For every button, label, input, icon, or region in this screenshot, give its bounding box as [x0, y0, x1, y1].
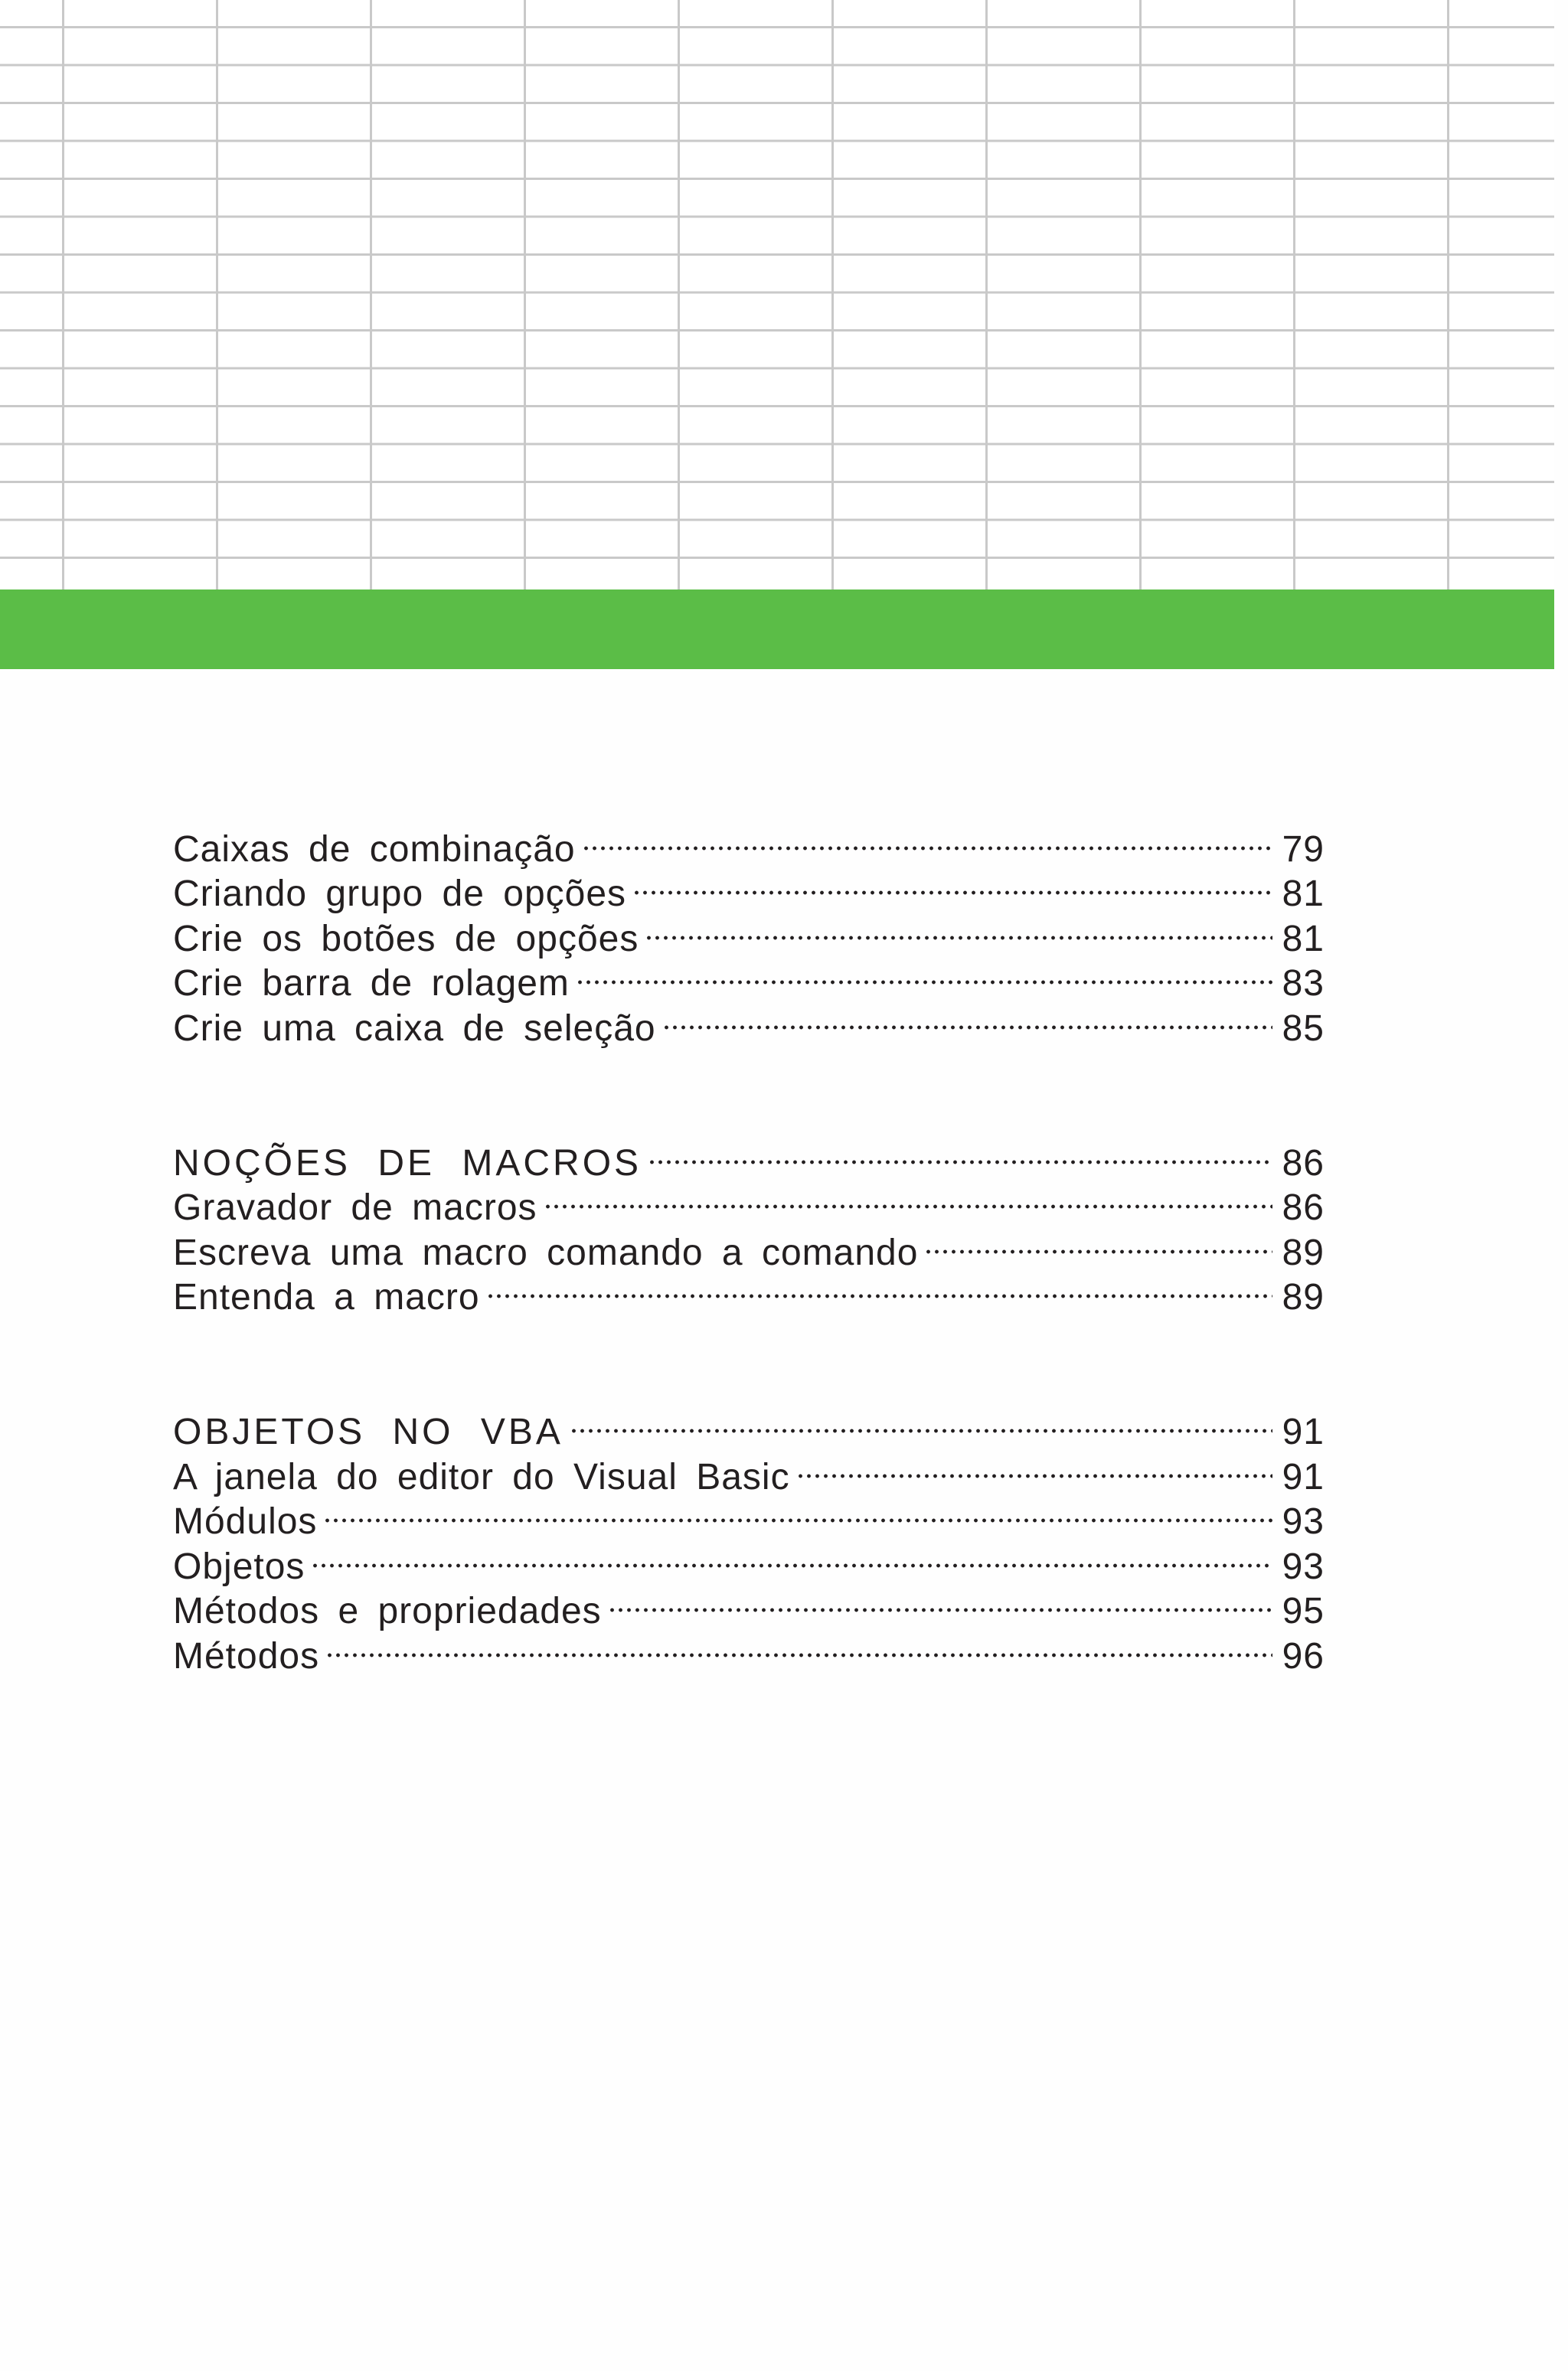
dot-leader: [325, 1623, 1272, 1668]
toc-entry-label: Métodos: [173, 1635, 320, 1677]
dot-leader: [796, 1444, 1272, 1489]
toc-heading-label: NOÇÕES DE MACROS: [173, 1142, 642, 1184]
toc-entry-page: 91: [1282, 1456, 1325, 1497]
green-accent-band: [0, 589, 1554, 669]
toc-entry-page: 83: [1282, 963, 1325, 1004]
toc-entry-page: 81: [1282, 874, 1325, 915]
dot-leader: [662, 995, 1272, 1040]
dot-leader: [924, 1220, 1272, 1265]
spreadsheet-grid-decoration: [0, 0, 1554, 589]
toc-entry-label: Gravador de macros: [173, 1187, 537, 1229]
dot-leader: [311, 1533, 1272, 1579]
dot-leader: [570, 1399, 1272, 1444]
toc-entry-label: A janela do editor do Visual Basic: [173, 1456, 790, 1497]
table-of-contents: [173, 816, 1325, 1677]
toc-entry-label: Objetos: [173, 1546, 305, 1587]
toc-heading: [173, 1130, 1325, 1184]
toc-entry-page: 85: [1282, 1008, 1325, 1049]
toc-entry: [173, 1489, 1325, 1543]
toc-section-vba-objects: [173, 1399, 1325, 1677]
toc-entry-label: Criando grupo de opções: [173, 874, 627, 915]
toc-entry-label: Escreva uma macro comando a comando: [173, 1232, 919, 1273]
toc-entry-page: 95: [1282, 1591, 1325, 1632]
dot-leader: [323, 1489, 1272, 1534]
toc-section-macros: [173, 1130, 1325, 1318]
dot-leader: [608, 1579, 1272, 1624]
toc-entry-label: Entenda a macro: [173, 1277, 480, 1318]
dot-leader: [544, 1175, 1272, 1220]
toc-entry-page: 86: [1282, 1187, 1325, 1229]
dot-leader: [645, 906, 1272, 951]
toc-heading: [173, 1399, 1325, 1452]
toc-entry: [173, 1579, 1325, 1632]
toc-entry-page: 96: [1282, 1635, 1325, 1677]
toc-section-controls: [173, 816, 1325, 1049]
dot-leader: [582, 816, 1272, 861]
toc-entry: [173, 816, 1325, 870]
toc-entry-label: Caixas de combinação: [173, 828, 576, 870]
toc-heading-page: 86: [1282, 1142, 1325, 1184]
toc-entry-page: 81: [1282, 918, 1325, 959]
toc-entry-page: 93: [1282, 1546, 1325, 1587]
toc-entry-label: Crie barra de rolagem: [173, 963, 570, 1004]
dot-leader: [632, 861, 1272, 906]
toc-entry-page: 89: [1282, 1232, 1325, 1273]
dot-leader: [486, 1265, 1272, 1310]
toc-entry-label: Crie uma caixa de seleção: [173, 1008, 656, 1049]
toc-entry-page: 79: [1282, 828, 1325, 870]
toc-entry-label: Módulos: [173, 1501, 318, 1543]
dot-leader: [576, 951, 1272, 996]
toc-entry-label: Crie os botões de opções: [173, 918, 639, 959]
toc-entry-page: 89: [1282, 1277, 1325, 1318]
toc-heading-label: OBJETOS NO VBA: [173, 1411, 564, 1452]
toc-entry: [173, 1623, 1325, 1677]
toc-entry: [173, 1533, 1325, 1587]
toc-heading-page: 91: [1282, 1411, 1325, 1452]
toc-entry-label: Métodos e propriedades: [173, 1591, 602, 1632]
toc-entry-page: 93: [1282, 1501, 1325, 1543]
dot-leader: [648, 1130, 1272, 1175]
